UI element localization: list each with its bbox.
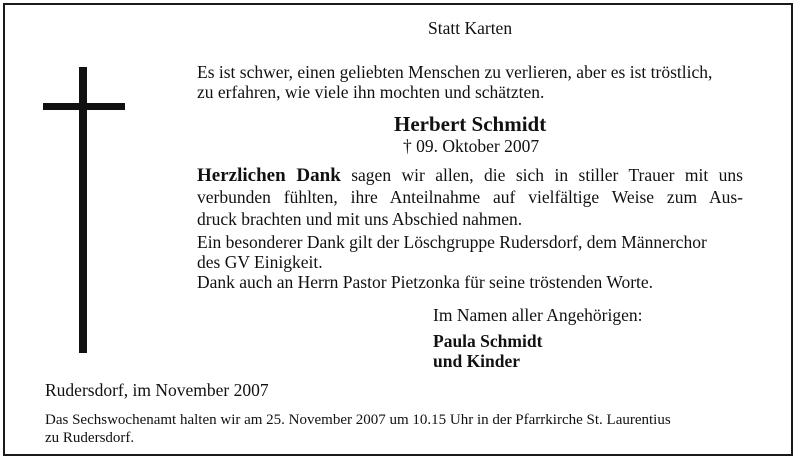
- obituary-notice: [3, 3, 793, 456]
- deceased-name: Herbert Schmidt: [394, 112, 547, 136]
- pastor-thanks: Dank auch an Herrn Pastor Pietzonka für seine tröstenden Worte.: [197, 272, 654, 292]
- death-date: † 09. Oktober 2007: [403, 136, 540, 156]
- signature-name-1: Paula Schmidt: [433, 331, 543, 351]
- special-thanks-line-1: Ein besonderer Dank gilt der Löschgruppe Rudersdorf, dem Männerchor: [197, 232, 707, 252]
- thanks-lead: Herzlichen Dank: [197, 165, 341, 186]
- footer-line-1: Das Sechswochenamt halten wir am 25. November 2007 um 10.15 Uhr in der Pfarrkirche St. Laurentius: [45, 412, 671, 428]
- special-thanks-line-2: des GV Einigkeit.: [197, 252, 323, 272]
- thanks-line-2: verbunden fühlten, ihre Anteilnahme auf vielfältige Weise zum Aus-: [197, 187, 743, 207]
- thanks-line-1-rest: sagen wir allen, die sich in stiller Trauer mit uns: [340, 165, 743, 185]
- signature-intro: Im Namen aller Angehörigen:: [433, 305, 643, 325]
- quote-line-1: Es ist schwer, einen geliebten Menschen zu verlieren, aber es ist tröstlich,: [197, 62, 713, 82]
- thanks-line-3: druck brachten und mit uns Abschied nahmen.: [197, 209, 523, 229]
- thanks-line-1: [197, 165, 743, 186]
- footer-line-2: zu Rudersdorf.: [45, 430, 135, 446]
- signature-name-2: und Kinder: [433, 351, 521, 371]
- cross-icon-bar: [43, 103, 125, 110]
- place-date: Rudersdorf, im November 2007: [45, 380, 269, 400]
- header-statt-karten: Statt Karten: [428, 18, 513, 38]
- quote-line-2: zu erfahren, wie viele ihn mochten und schätzten.: [197, 82, 545, 102]
